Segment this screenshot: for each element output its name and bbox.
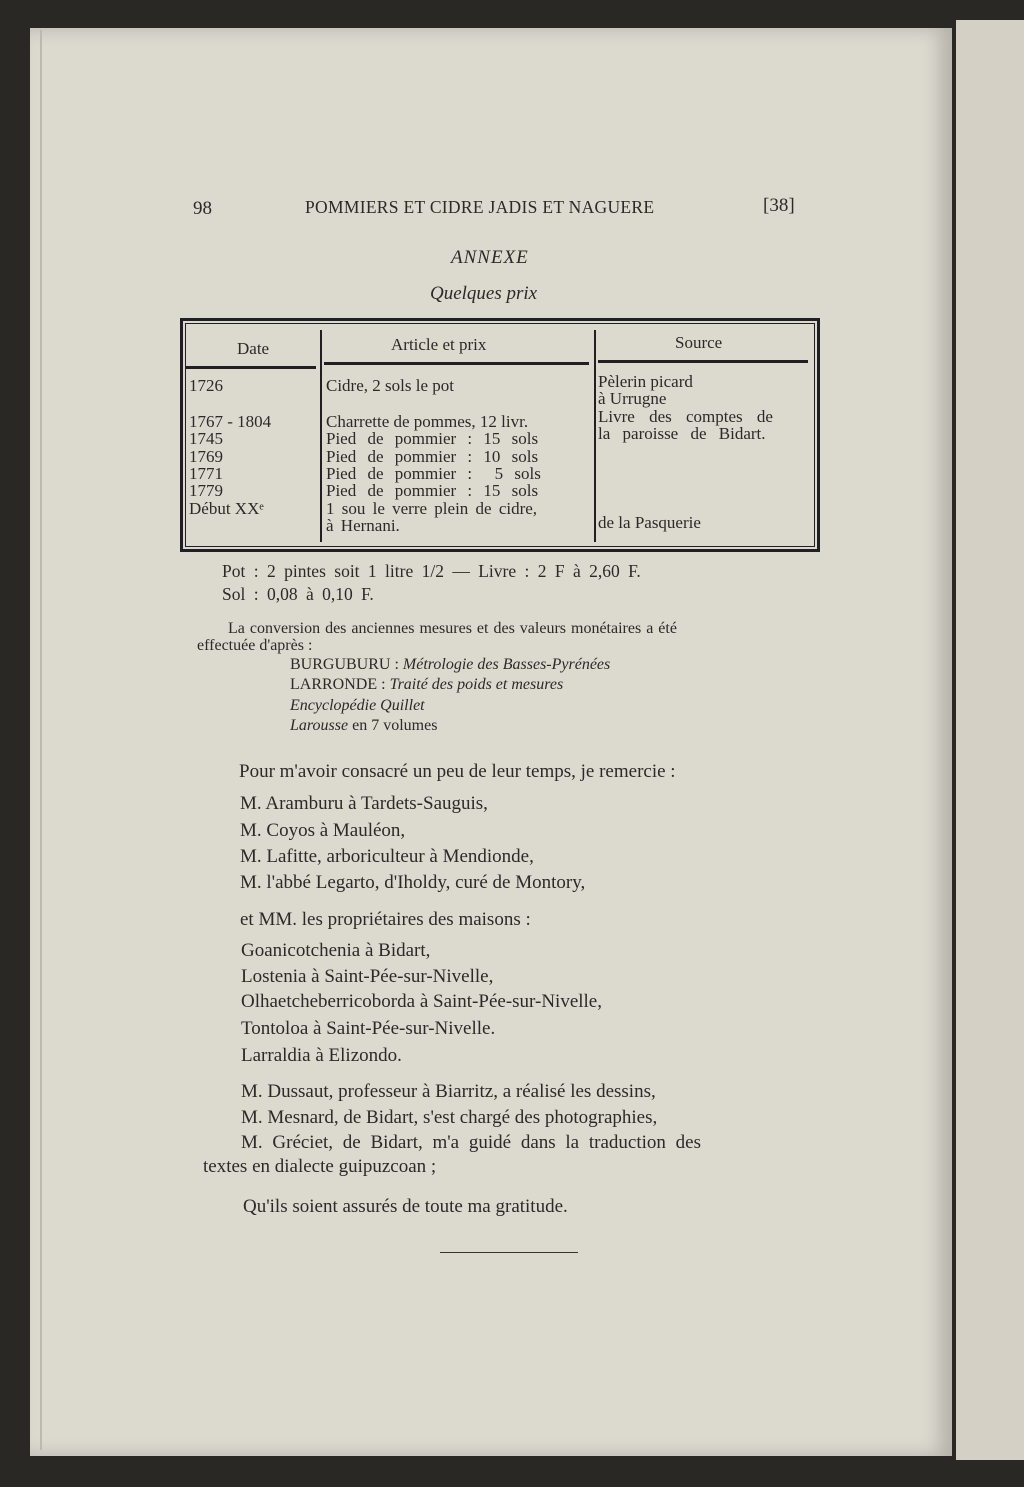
article-cell: Pied de pommier : 10 sols [326,447,539,466]
header-source: Source [675,333,723,352]
date-cell: 1779 [189,481,223,500]
date-cell: Début XXᵉ [189,499,264,518]
thanks-line: M. Aramburu à Tardets-Sauguis, [240,793,488,814]
thanks-line: textes en dialecte guipuzcoan ; [203,1156,437,1177]
ref-author: BURGUBURU : [290,656,403,673]
date-cell: 1769 [189,447,223,466]
header-rule [186,366,316,369]
date-cell: 1771 [189,464,223,483]
source-cell: à Urrugne [598,389,667,408]
bracket-number: [38] [763,195,795,216]
page-number: 98 [193,198,212,219]
conversion-text: effectuée d'après : [197,637,313,654]
ref-author: LARRONDE : [290,676,390,693]
note-pot: Pot : 2 pintes soit 1 litre 1/2 — Livre : 2 F à 2,60 F. [222,561,641,581]
column-divider [320,330,322,542]
reference [290,717,437,735]
reference [290,656,610,674]
header-rule [324,362,589,365]
thanks-line: Qu'ils soient assurés de toute ma gratitude. [243,1196,568,1217]
thanks-line: M. l'abbé Legarto, d'Iholdy, curé de Montory, [240,872,586,893]
source-cell: Livre des comptes de [598,407,773,426]
thanks-line: et MM. les propriétaires des maisons : [240,909,531,930]
end-rule [440,1252,578,1253]
date-cell: 1767 - 1804 [189,412,272,431]
next-page-edge [956,20,1024,1460]
ref-title: Encyclopédie Quillet [290,697,425,714]
header-article: Article et prix [391,335,487,354]
thanks-line: Tontoloa à Saint-Pée-sur-Nivelle. [241,1018,496,1039]
thanks-line: M. Mesnard, de Bidart, s'est chargé des photographies, [241,1107,658,1128]
source-cell: Pèlerin picard [598,372,693,391]
thanks-line: M. Coyos à Mauléon, [240,820,406,841]
ref-rest: en 7 volumes [348,717,438,734]
article-cell: Pied de pommier : 15 sols [326,429,539,448]
date-cell: 1726 [189,376,223,395]
thanks-line: Olhaetcheberricoborda à Saint-Pée-sur-Nivelle, [241,991,602,1012]
thanks-line: Pour m'avoir consacré un peu de leur temps, je remercie : [239,761,676,782]
article-cell: Pied de pommier : 15 sols [326,481,539,500]
thanks-line: Larraldia à Elizondo. [241,1045,402,1066]
page-edge [40,30,42,1450]
annexe-title: ANNEXE [451,247,529,268]
reference [290,697,425,715]
source-cell: la paroisse de Bidart. [598,424,766,443]
date-cell: 1745 [189,429,223,448]
ref-title: Métrologie des Basses-Pyrénées [402,656,611,673]
annexe-subtitle: Quelques prix [430,283,538,304]
thanks-line: M. Dussaut, professeur à Biarritz, a réalisé les dessins, [241,1081,656,1102]
thanks-line: M. Gréciet, de Bidart, m'a guidé dans la traduction des [241,1132,701,1153]
thanks-line: M. Lafitte, arboriculteur à Mendionde, [240,846,534,867]
header-rule [598,360,808,363]
article-cell: Charrette de pommes, 12 livr. [326,412,529,431]
note-sol: Sol : 0,08 à 0,10 F. [222,584,374,604]
article-cell: Cidre, 2 sols le pot [326,376,454,395]
article-cell: Pied de pommier : 5 sols [326,464,541,483]
header-date: Date [237,339,270,358]
book-page [30,28,952,1456]
source-cell: de la Pasquerie [598,513,701,532]
running-title: POMMIERS ET CIDRE JADIS ET NAGUERE [305,197,655,217]
article-cell: à Hernani. [326,516,400,535]
conversion-text: La conversion des anciennes mesures et des valeurs monétaires a été [228,620,677,637]
ref-title: Traité des poids et mesures [389,676,564,693]
thanks-line: Goanicotchenia à Bidart, [241,940,431,961]
reference [290,676,563,694]
column-divider [594,330,596,542]
thanks-line: Lostenia à Saint-Pée-sur-Nivelle, [241,966,494,987]
article-cell: 1 sou le verre plein de cidre, [326,499,538,518]
ref-title: Larousse [290,717,349,734]
